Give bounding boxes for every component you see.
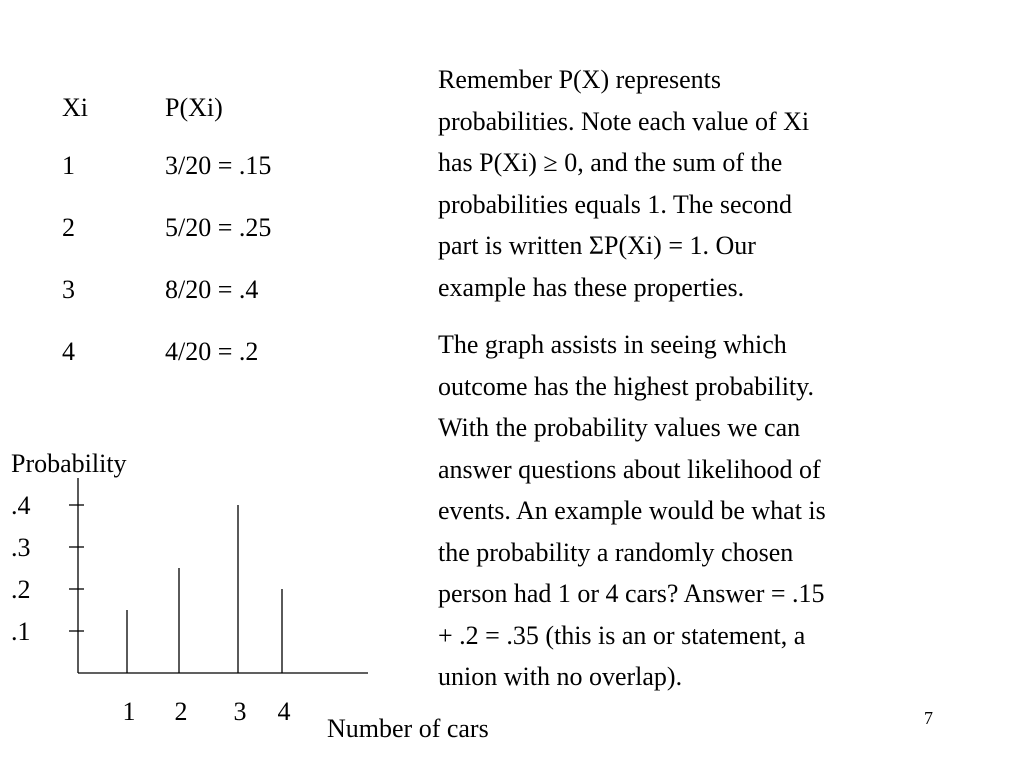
table-cell-x: 4 bbox=[62, 337, 75, 366]
x-tick-label: 3 bbox=[233, 697, 247, 726]
table-cell-x: 2 bbox=[62, 213, 75, 242]
table-cell-x: 1 bbox=[62, 151, 75, 180]
explanation-paragraph-2: The graph assists in seeing which outcome has the highest probability. With the probability values we can answer questions about likelihood of events. An example would be what is the probability a randomly chosen person had 1 or 4 cars? Answer = .15 + .2 = .35 (this is an or statement, a union with no overlap). bbox=[438, 330, 826, 691]
table-cell-p: 4/20 = .2 bbox=[165, 337, 259, 366]
x-tick-label: 4 bbox=[277, 697, 291, 726]
y-tick-label: .1 bbox=[11, 617, 31, 646]
y-tick-label: .2 bbox=[11, 575, 31, 604]
table-cell-p: 5/20 = .25 bbox=[165, 213, 272, 242]
table-cell-p: 8/20 = .4 bbox=[165, 275, 259, 304]
y-tick-label: .4 bbox=[11, 491, 31, 520]
y-tick-label: .3 bbox=[11, 533, 31, 562]
x-tick-label: 1 bbox=[122, 697, 136, 726]
table-cell-x: 3 bbox=[62, 275, 75, 304]
x-axis-title: Number of cars bbox=[327, 714, 489, 743]
page-number: 7 bbox=[924, 708, 933, 728]
x-tick-label: 2 bbox=[174, 697, 188, 726]
table-cell-p: 3/20 = .15 bbox=[165, 151, 272, 180]
table-header-pxi: P(Xi) bbox=[165, 93, 223, 122]
table-header-xi: Xi bbox=[62, 93, 88, 122]
explanation-paragraph-1: Remember P(X) represents probabilities. Note each value of Xi has P(Xi) ≥ 0, and the sum of the probabilities equals 1. The second part is written ΣP(Xi) = 1. Our example has these properties. bbox=[438, 65, 810, 302]
y-axis-title: Probability bbox=[11, 449, 127, 478]
